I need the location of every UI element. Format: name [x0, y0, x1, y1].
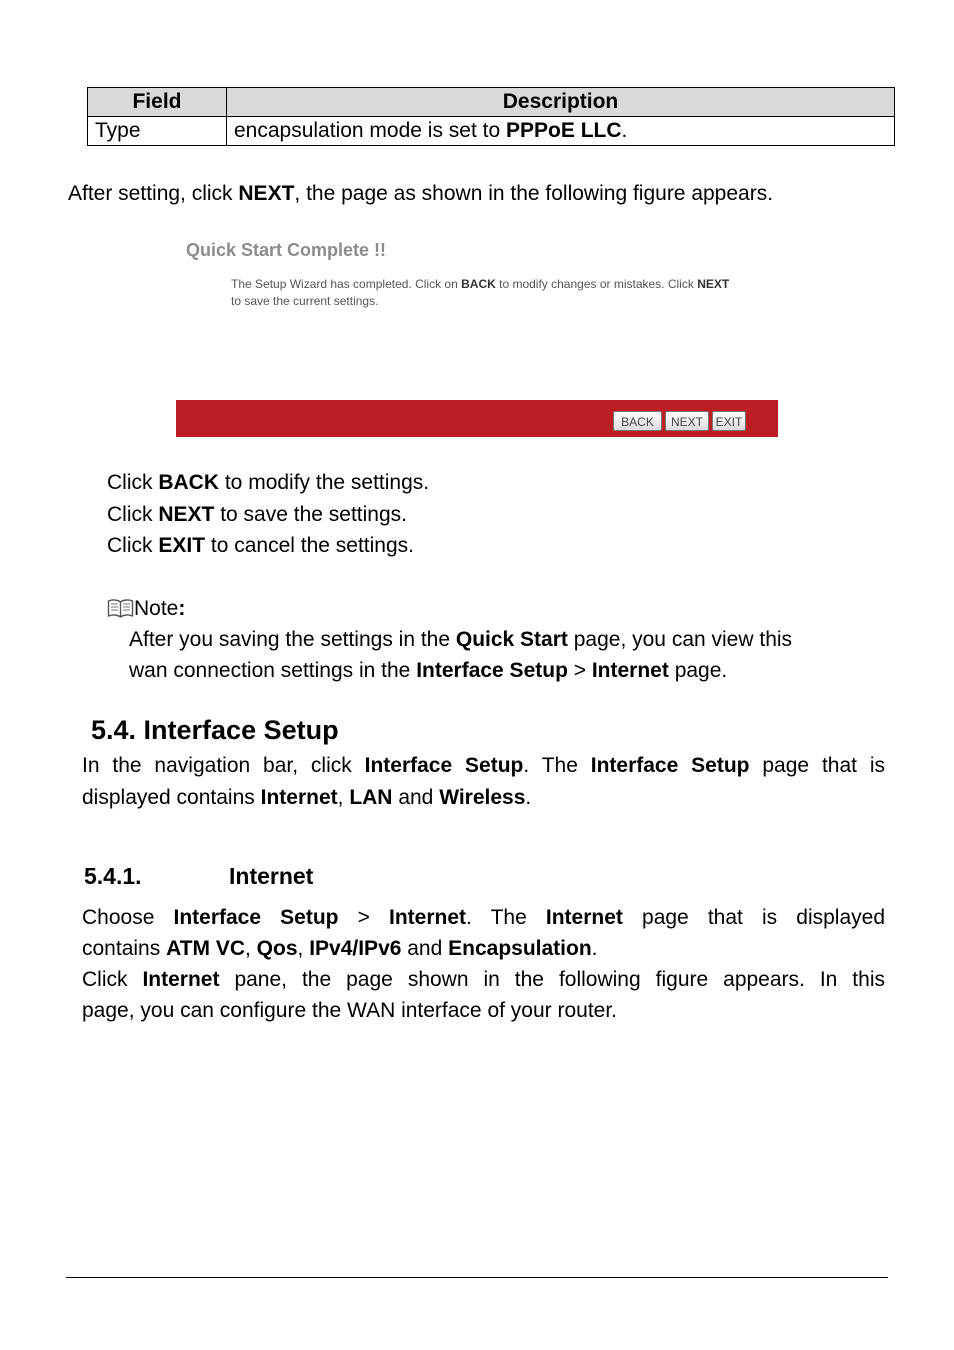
- section-paragraph-line-2: displayed contains Internet, LAN and Wireless.: [82, 786, 532, 809]
- figure-title: Quick Start Complete !!: [186, 240, 387, 260]
- next-button[interactable]: NEXT: [665, 411, 709, 431]
- after-setting-text: After setting, click NEXT, the page as shown in the following figure appears.: [68, 182, 774, 205]
- section-heading: 5.4. Interface Setup: [91, 715, 339, 745]
- subsection-line-1: Choose Interface Setup > Internet. The Internet page that is displayed: [82, 906, 885, 929]
- cell-description: encapsulation mode is set to PPPoE LLC.: [227, 117, 895, 146]
- header-field: Field: [88, 88, 227, 117]
- figure-text: The Setup Wizard has completed. Click on BACK to modify changes or mistakes. Click NEXT to save the current settings.: [231, 277, 730, 308]
- figure-button-bar: [176, 400, 778, 437]
- subsection-title: Internet: [229, 863, 314, 889]
- note-line-1: After you saving the settings in the Quick Start page, you can view this: [129, 628, 793, 651]
- exit-button[interactable]: EXIT: [712, 411, 746, 431]
- note-heading: Note:: [107, 595, 185, 626]
- cell-field: Type: [88, 117, 227, 146]
- click-next-text: Click NEXT to save the settings.: [107, 503, 407, 526]
- table-row: [88, 117, 895, 146]
- back-button[interactable]: BACK: [613, 411, 662, 431]
- note-line-2: wan connection settings in the Interface Setup > Internet page.: [129, 659, 728, 682]
- subsection-line-3: Click Internet pane, the page shown in the following figure appears. In this: [82, 968, 885, 991]
- header-description: Description: [227, 88, 895, 117]
- quick-start-complete-figure: [176, 230, 778, 438]
- book-icon: [107, 598, 134, 626]
- click-exit-text: Click EXIT to cancel the settings.: [107, 534, 414, 557]
- field-table: [87, 87, 895, 146]
- click-back-text: Click BACK to modify the settings.: [107, 471, 430, 494]
- section-paragraph-line-1: In the navigation bar, click Interface Setup. The Interface Setup page that is: [82, 754, 885, 777]
- subsection-line-2: contains ATM VC, Qos, IPv4/IPv6 and Encapsulation.: [82, 937, 598, 960]
- footer-rule: [66, 1277, 888, 1278]
- subsection-number: 5.4.1.: [84, 863, 142, 889]
- subsection-line-4: page, you can configure the WAN interface of your router.: [82, 999, 618, 1022]
